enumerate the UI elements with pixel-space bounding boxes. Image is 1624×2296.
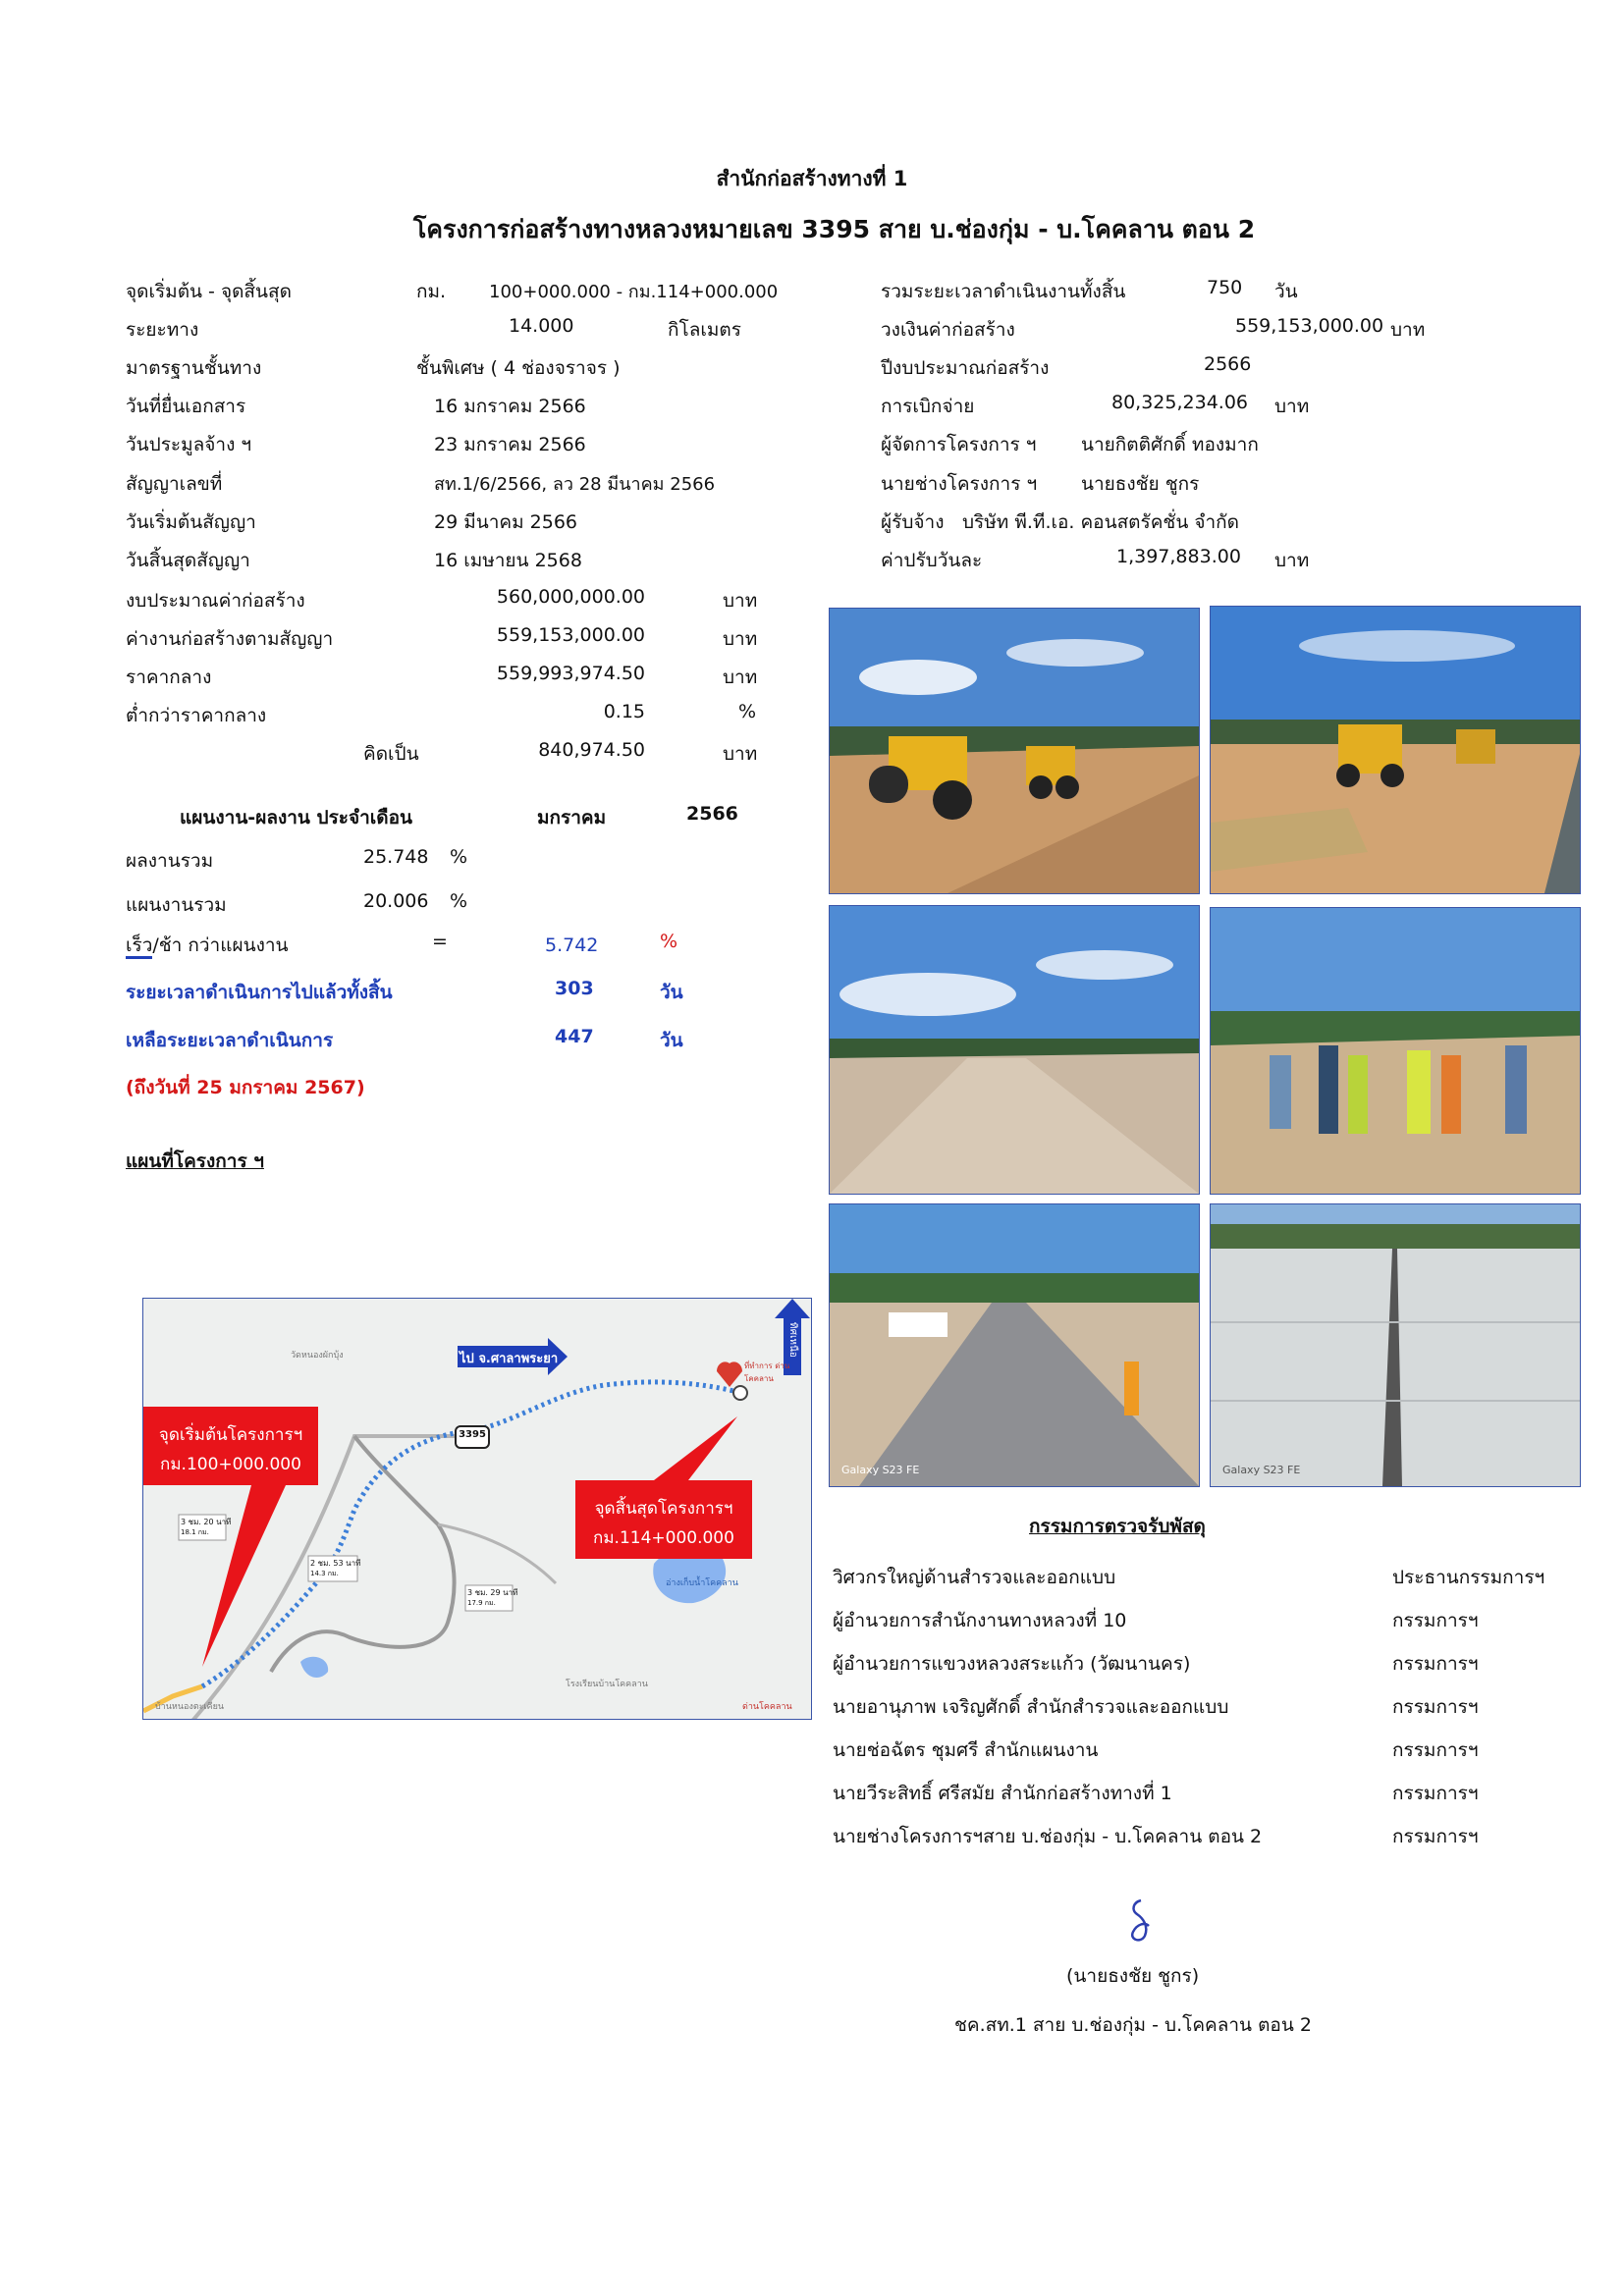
end-callout-line2: กม.114+000.000 [593, 1528, 734, 1548]
north-label: ทิศเหนือ [787, 1322, 798, 1358]
diff-label [126, 931, 289, 960]
contract-cost-value: 559,153,000.00 [496, 624, 645, 646]
contractor-value: บริษัท พี.ที.เอ. คอนสตรัคชั่น จำกัด [962, 511, 1239, 533]
contract-end-label: วันสิ้นสุดสัญญา [126, 550, 250, 571]
contract-no-label: สัญญาเลขที่ [126, 473, 223, 495]
remaining-label: เหลือระยะเวลาดำเนินการ [126, 1030, 334, 1051]
penalty-label: ค่าปรับวันละ [881, 550, 983, 571]
actual-label: ผลงานรวม [126, 850, 214, 872]
penalty-value: 1,397,883.00 [1116, 546, 1241, 567]
budget-value: 560,000,000.00 [496, 586, 645, 608]
total-duration-value: 750 [1207, 277, 1243, 298]
photo-caption-concrete: Galaxy S23 FE [1222, 1464, 1301, 1476]
committee-role: กรรมการฯ [1392, 1826, 1479, 1847]
distance-value: 14.000 [509, 315, 574, 337]
diff-unit: % [660, 931, 678, 952]
disbursed-label: การเบิกจ่าย [881, 396, 975, 417]
median-price-unit: บาท [723, 667, 758, 688]
plan-label: แผนงานรวม [126, 894, 227, 916]
contract-cost-label: ค่างานก่อสร้างตามสัญญา [126, 628, 334, 650]
signatory-position: ชค.สท.1 สาย บ.ช่องกุ่ม - บ.โคคลาน ตอน 2 [954, 2014, 1312, 2036]
travel-dist-3: 17.9 กม. [467, 1599, 496, 1607]
committee-role: กรรมการฯ [1392, 1696, 1479, 1718]
diff-eq: = [432, 931, 448, 952]
fiscal-year-label: ปีงบประมาณก่อสร้าง [881, 357, 1050, 379]
committee-member: นายอานุภาพ เจริญศักดิ์ สำนักสำรวจและออกแบบ [833, 1696, 1229, 1718]
place-label-5: ด่านโคคลาน [742, 1702, 792, 1712]
contract-no-value: สท.1/6/2566, ลว 28 มีนาคม 2566 [434, 474, 716, 495]
committee-member: นายช่างโครงการฯสาย บ.ช่องกุ่ม - บ.โคคลาน ตอน 2 [833, 1826, 1263, 1847]
travel-dist-2: 14.3 กม. [310, 1570, 339, 1577]
actual-value: 25.748 [363, 846, 429, 868]
committee-member: ผู้อำนวยการสำนักงานทางหลวงที่ 10 [833, 1610, 1127, 1631]
photo-roadbed [829, 905, 1200, 1195]
elapsed-unit: วัน [660, 982, 683, 1003]
committee-member: วิศวกรใหญ่ด้านสำรวจและออกแบบ [833, 1567, 1116, 1588]
start-end-label: จุดเริ่มต้น - จุดสิ้นสุด [126, 281, 292, 302]
signatory-name: (นายธงชัย ชูกร) [1066, 1965, 1200, 1987]
submit-date-label: วันที่ยื่นเอกสาร [126, 396, 246, 417]
budget-label: งบประมาณค่าก่อสร้าง [126, 590, 305, 612]
place-label-1: วัดหนองผักบุ้ง [291, 1351, 344, 1361]
distance-label: ระยะทาง [126, 319, 199, 341]
progress-month: มกราคม [537, 807, 607, 828]
project-map [142, 1298, 812, 1720]
committee-role: กรรมการฯ [1392, 1653, 1479, 1675]
start-end-value: 100+000.000 - กม.114+000.000 [489, 282, 779, 302]
submit-date-value: 16 มกราคม 2566 [434, 396, 586, 417]
travel-time-3: 3 ชม. 29 นาที [467, 1588, 518, 1597]
committee-role: กรรมการฯ [1392, 1739, 1479, 1761]
photo-roller-2 [1210, 606, 1581, 894]
route-shield: 3395 [459, 1429, 486, 1440]
contract-amount-unit: บาท [1390, 319, 1426, 341]
median-price-label: ราคากลาง [126, 667, 212, 688]
start-callout-line1: จุดเริ่มต้นโครงการฯ [158, 1425, 303, 1445]
contract-amount-value: 559,153,000.00 [1235, 315, 1384, 337]
project-title: โครงการก่อสร้างทางหลวงหมายเลข 3395 สาย บ.ช่องกุ่ม - บ.โคคลาน ตอน 2 [412, 215, 1256, 243]
start-callout-line2: กม.100+000.000 [160, 1455, 301, 1474]
budget-unit: บาท [723, 590, 758, 612]
photo-roller-1 [829, 608, 1200, 894]
median-price-value: 559,993,974.50 [496, 663, 645, 684]
engineer-label: นายช่างโครงการ ฯ [881, 473, 1038, 495]
equiv-unit: บาท [723, 743, 758, 765]
elapsed-value: 303 [555, 978, 594, 999]
bid-date-value: 23 มกราคม 2566 [434, 434, 586, 455]
roller-scene-2 [1211, 607, 1580, 893]
committee-member: นายช่อฉัตร ชุมศรี สำนักแผนงาน [833, 1739, 1099, 1761]
roller-scene-1 [830, 609, 1199, 893]
signature-mark [1119, 1896, 1159, 1946]
contract-start-value: 29 มีนาคม 2566 [434, 511, 578, 533]
travel-dist-1: 18.1 กม. [181, 1528, 209, 1536]
committee-role: กรรมการฯ [1392, 1610, 1479, 1631]
standard-label: มาตรฐานชั้นทาง [126, 357, 262, 379]
as-of-date: (ถึงวันที่ 25 มกราคม 2567) [126, 1077, 365, 1098]
progress-title: แผนงาน-ผลงาน ประจำเดือน [180, 807, 413, 828]
elapsed-label: ระยะเวลาดำเนินการไปแล้วทั้งสิ้น [126, 982, 393, 1003]
travel-time-1: 3 ชม. 20 นาที [181, 1518, 232, 1526]
paving-scene [830, 1204, 1199, 1486]
plan-unit: % [450, 890, 468, 912]
photo-paving [829, 1203, 1200, 1487]
roadbed-scene [830, 906, 1199, 1194]
remaining-unit: วัน [660, 1030, 683, 1051]
below-median-label: ต่ำกว่าราคากลาง [126, 705, 267, 726]
engineer-value: นายธงชัย ชูกร [1081, 473, 1200, 495]
photo-survey [1210, 907, 1581, 1195]
start-end-prefix: กม. [416, 281, 447, 302]
contract-start-label: วันเริ่มต้นสัญญา [126, 511, 256, 533]
manager-label: ผู้จัดการโครงการ ฯ [881, 434, 1037, 455]
committee-member: นายวีระสิทธิ์ ศรีสมัย สำนักก่อสร้างทางที่ 1 [833, 1783, 1172, 1804]
total-duration-label: รวมระยะเวลาดำเนินงานทั้งสิ้น [881, 281, 1126, 302]
below-median-value: 0.15 [603, 701, 645, 722]
photo-caption-paving: Galaxy S23 FE [841, 1464, 920, 1476]
standard-value: ชั้นพิเศษ ( 4 ช่องจราจร ) [416, 357, 621, 379]
disbursed-value: 80,325,234.06 [1111, 392, 1249, 413]
end-callout-line1: จุดสิ้นสุดโครงการฯ [594, 1499, 733, 1519]
travel-time-2: 2 ชม. 53 นาที [310, 1559, 361, 1568]
remaining-value: 447 [555, 1026, 594, 1047]
below-median-unit: % [738, 701, 757, 722]
penalty-unit: บาท [1274, 550, 1310, 571]
map-heading: แผนที่โครงการ ฯ [126, 1150, 264, 1172]
contract-amount-label: วงเงินค่าก่อสร้าง [881, 319, 1015, 341]
equiv-value: 840,974.50 [538, 739, 645, 761]
diff-value: 5.742 [545, 934, 599, 956]
committee-role: กรรมการฯ [1392, 1783, 1479, 1804]
actual-unit: % [450, 846, 468, 868]
progress-year: 2566 [686, 803, 738, 825]
to-direction-label: ไป จ.ศาลาพระยา [460, 1352, 559, 1366]
place-label-4: โรงเรียนบ้านโคคลาน [566, 1680, 648, 1689]
diff-label-fast: เร็ว [126, 934, 152, 959]
disbursed-unit: บาท [1274, 396, 1310, 417]
survey-scene [1211, 908, 1580, 1194]
fiscal-year-value: 2566 [1204, 353, 1252, 375]
manager-value: นายกิตติศักดิ์ ทองมาก [1081, 434, 1259, 455]
contractor-label: ผู้รับจ้าง [881, 511, 945, 533]
concrete-scene [1211, 1204, 1580, 1486]
place-label-2: อ่างเก็บน้ำโคคลาน [666, 1578, 738, 1588]
office-title: สำนักก่อสร้างทางที่ 1 [716, 167, 908, 190]
plan-value: 20.006 [363, 890, 429, 912]
committee-title: กรรมการตรวจรับพัสดุ [1029, 1516, 1206, 1537]
equiv-label: คิดเป็น [363, 743, 419, 765]
diff-label-rest: /ช้า กว่าแผนงาน [152, 934, 289, 956]
distance-unit: กิโลเมตร [668, 319, 741, 341]
bid-date-label: วันประมูลจ้าง ฯ [126, 434, 252, 455]
photo-concrete [1210, 1203, 1581, 1487]
pin-label: ที่ทำการ ด่านโคคลาน [744, 1362, 790, 1383]
committee-member: ผู้อำนวยการแขวงหลวงสระแก้ว (วัฒนานคร) [833, 1653, 1191, 1675]
place-label-3: บ้านหนองตะเคียน [155, 1702, 225, 1712]
contract-end-value: 16 เมษายน 2568 [434, 550, 582, 571]
committee-role: ประธานกรรมการฯ [1392, 1567, 1545, 1588]
total-duration-unit: วัน [1274, 281, 1298, 302]
contract-cost-unit: บาท [723, 628, 758, 650]
